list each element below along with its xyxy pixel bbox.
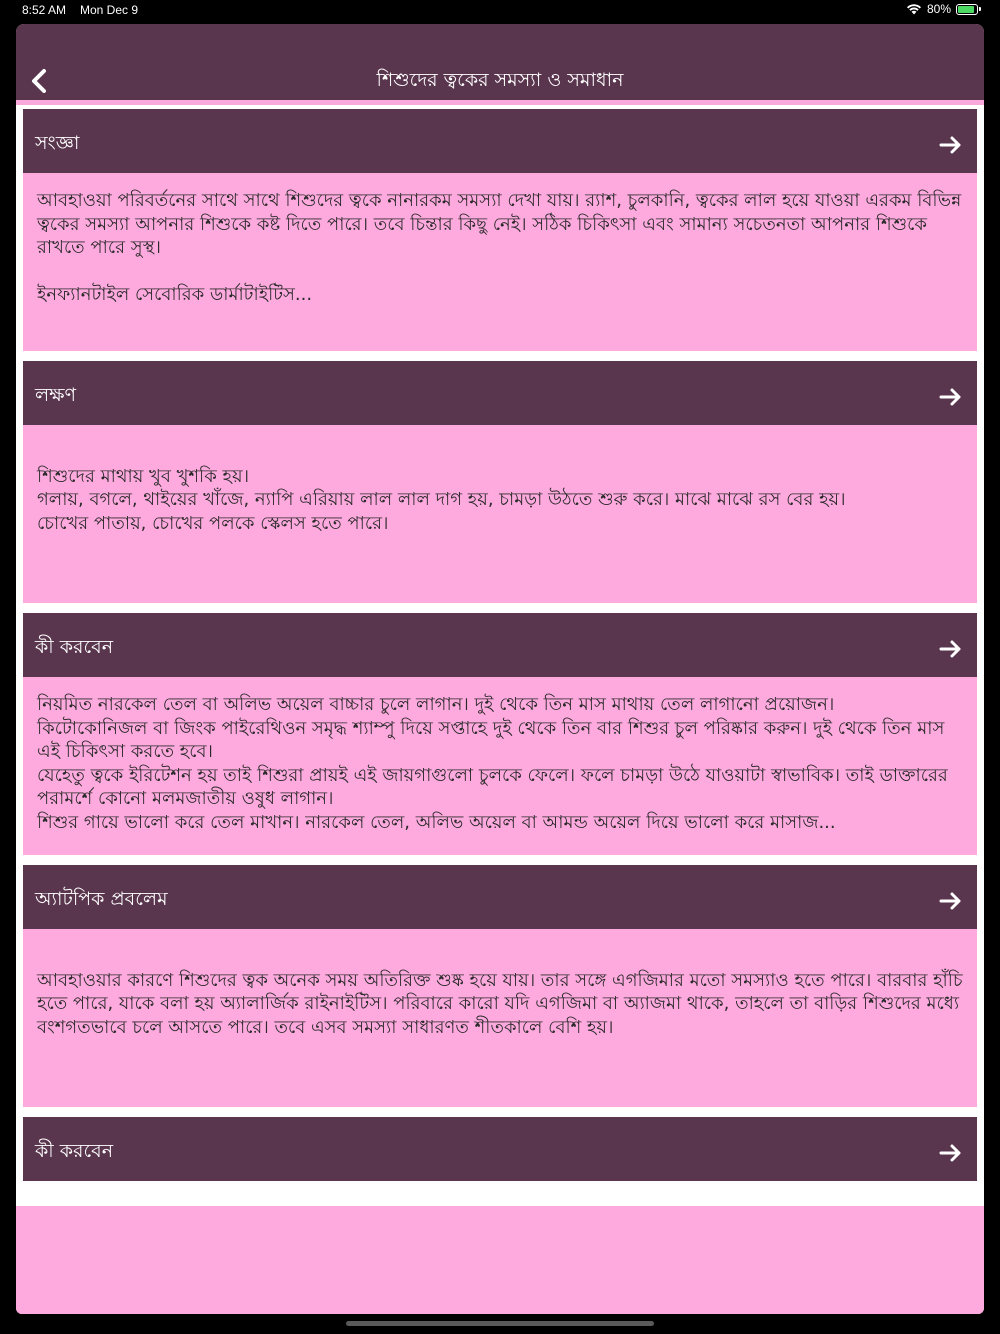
arrow-right-icon[interactable] (939, 135, 963, 155)
section-title: লক্ষণ (35, 384, 77, 406)
section-header[interactable] (23, 1117, 977, 1181)
section-atopic-problem (23, 865, 977, 1107)
section-header[interactable] (23, 613, 977, 677)
section-text: আবহাওয়ার কারণে শিশুদের ত্বক অনেক সময় অতিরিক্ত শুষ্ক হয়ে যায়। তার সঙ্গে এগজিমার মতো সমস্যাও হতে পারে। বারবার হাঁচি হতে পারে, যাকে বলা হয় অ্যালার্জিক রাইনাইটিস। পরিবারে কারো যদি এগজিমা বা অ্যাজমা থাকে, তাহলে তা বাড়ির শিশুদের মধ্যে বংশগতভাবে চলে আসতে পারে। তবে এসব সমস্যা সাধারণত শীতকালে বেশি হয়। (37, 969, 963, 1038)
arrow-right-icon[interactable] (939, 891, 963, 911)
section-header[interactable] (23, 109, 977, 173)
home-indicator[interactable] (346, 1321, 654, 1326)
page-title: শিশুদের ত্বকের সমস্যা ও সমাধান (376, 69, 624, 91)
arrow-right-icon[interactable] (939, 387, 963, 407)
section-what-to-do (23, 613, 977, 855)
arrow-right-icon[interactable] (939, 639, 963, 659)
section-definition (23, 109, 977, 351)
battery-percent: 80% (926, 2, 951, 16)
section-title: কী করবেন (35, 1140, 114, 1162)
section-text: শিশুদের মাথায় খুব খুশকি হয়। গলায়, বগলে, থাইয়ের খাঁজে, ন্যাপি এরিয়ায় লাল লাল দাগ হয়, চামড়া উঠতে শুরু করে। মাঝে মাঝে রস বের হয়। চোখের পাতায়, চোখের পলকে স্কেলস হতে পারে। (37, 465, 846, 534)
section-header[interactable] (23, 865, 977, 929)
section-text: নিয়মিত নারকেল তেল বা অলিভ অয়েল বাচ্চার চুলে লাগান। দুই থেকে তিন মাস মাথায় তেল লাগানো প্রয়োজন। কিটোকোনিজল বা জিংক পাইরেথিওন সমৃদ্ধ শ্যাম্পু দিয়ে সপ্তাহে দুই থেকে তিন বার শিশুর চুল পরিষ্কার করুন। দুই থেকে তিন মাস এই চিকিৎসা করতে হবে। যেহেতু ত্বকে ইরিটেশন হয় তাই শিশুরা প্রায়ই এই জায়গাগুলো চুলকে ফেলে। ফলে চামড়া উঠে যাওয়াটা স্বাভাবিক। তাই ডাক্তারের পরামর্শে কোনো মলমজাতীয় ওষুধ লাগান। শিশুর গায়ে ভালো করে তেল মাখান। নারকেল তেল, অলিভ অয়েল বা আমন্ড অয়েল দিয়ে ভালো করে মাসাজ... (37, 694, 948, 833)
status-time: 8:52 AM (22, 3, 67, 17)
app-window (16, 24, 984, 1314)
section-body (23, 929, 977, 1107)
arrow-right-icon[interactable] (939, 1143, 963, 1163)
section-title: অ্যাটপিক প্রবলেম (35, 888, 168, 910)
section-body (23, 677, 977, 855)
wifi-icon (906, 3, 922, 15)
section-what-to-do-2 (23, 1117, 977, 1181)
status-bar (0, 0, 1000, 22)
status-date: Mon Dec 9 (80, 3, 139, 17)
bottom-panel (16, 1206, 984, 1314)
section-text: আবহাওয়া পরিবর্তনের সাথে সাথে শিশুদের ত্বকে নানারকম সমস্যা দেখা যায়। র‍্যাশ, চুলকানি, ত্বকের লাল হয়ে যাওয়া এরকম বিভিন্ন ত্বকের সমস্যা আপনার শিশুকে কষ্ট দিতে পারে। তবে চিন্তার কিছু নেই। সঠিক চিকিৎসা এবং সামান্য সচেতনতা আপনার শিশুকে রাখতে পারে সুস্থ। ইনফ্যানটাইল সেবোরিক ডার্মাটাইটিস... (37, 190, 962, 305)
sections-list (23, 109, 977, 1191)
section-header[interactable] (23, 361, 977, 425)
section-symptoms (23, 361, 977, 603)
battery-icon (956, 4, 978, 15)
section-title: কী করবেন (35, 636, 114, 658)
status-right (906, 2, 978, 16)
nav-bar (16, 24, 984, 100)
nav-divider (16, 100, 984, 105)
section-body (23, 425, 977, 603)
section-body (23, 173, 977, 351)
section-title: সংজ্ঞা (35, 132, 80, 154)
